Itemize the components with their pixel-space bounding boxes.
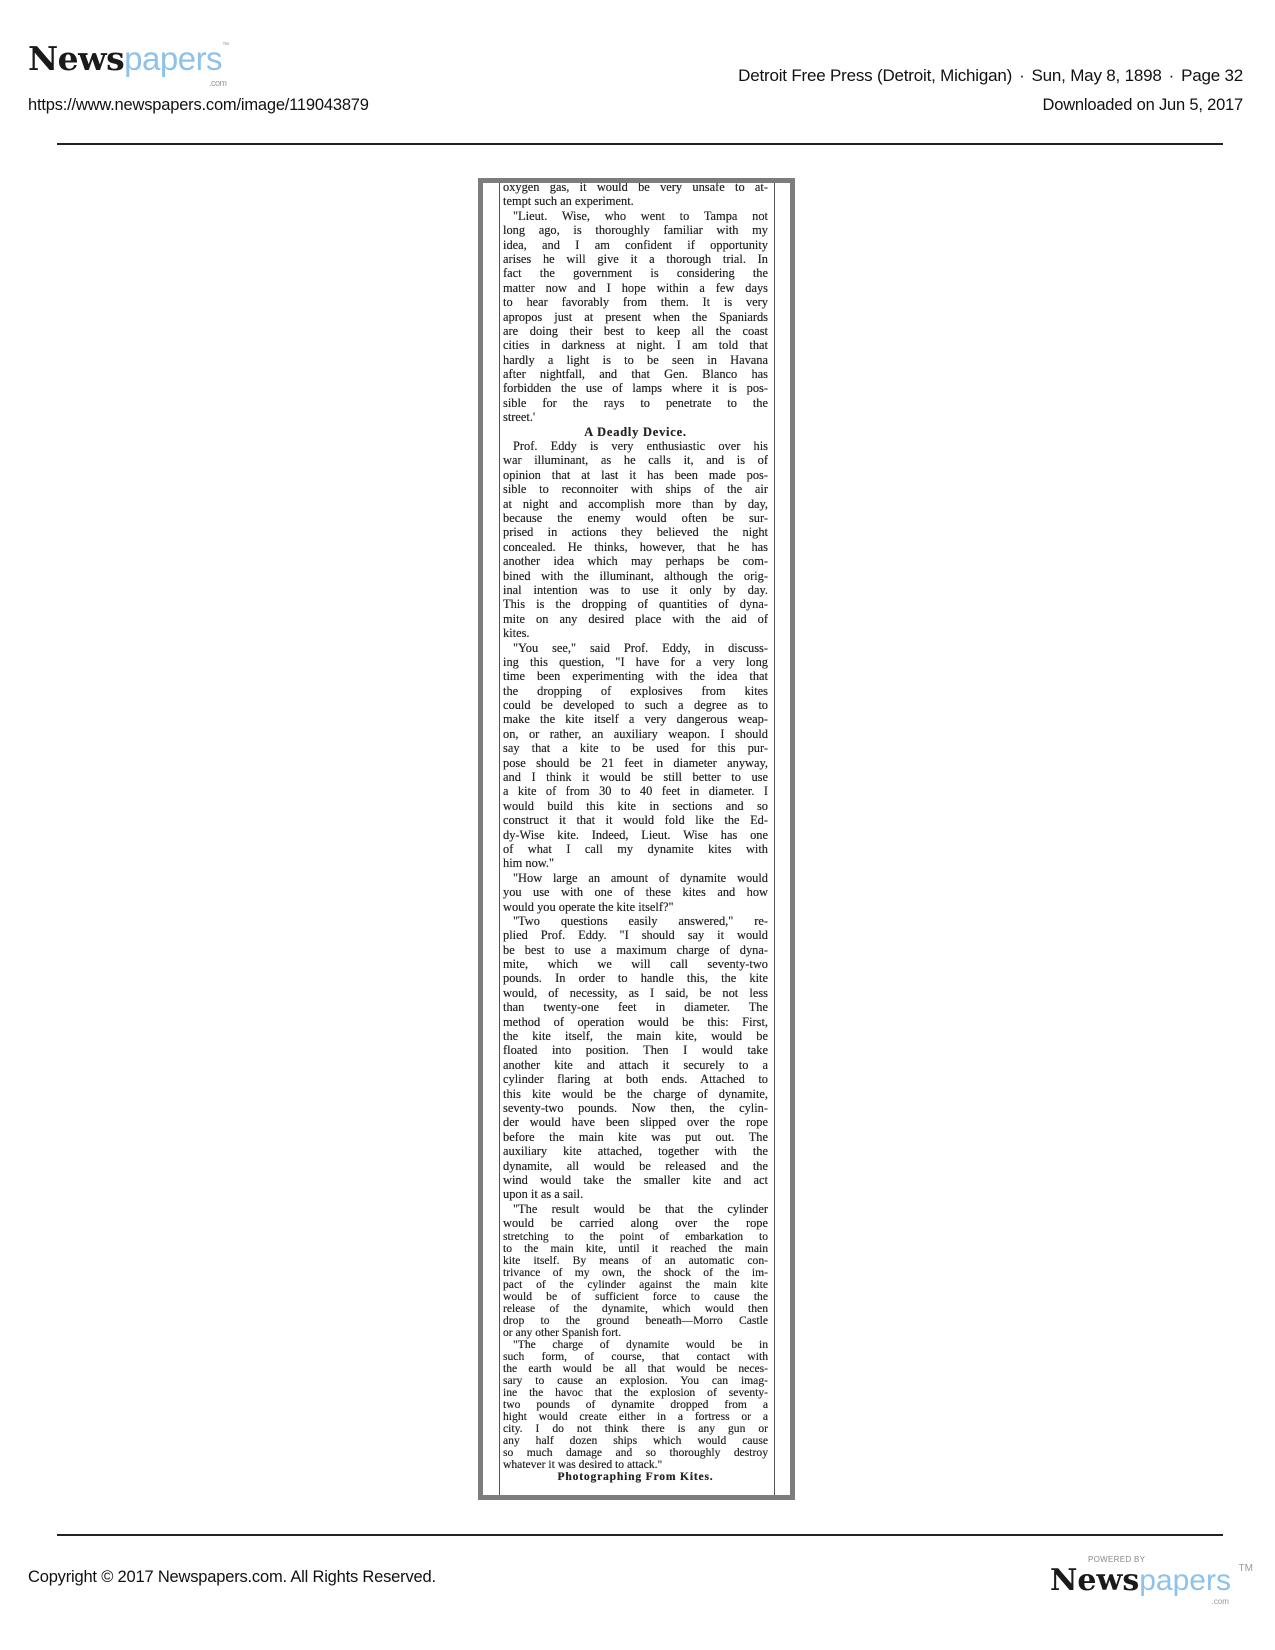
article-line: a kite of from 30 to 40 feet in diameter. I [503, 784, 768, 799]
column-rule-left [499, 183, 500, 1495]
article-line: would be of sufficient force to cause the [503, 1290, 768, 1303]
article-line: would, of necessity, as I said, be not less [503, 985, 768, 1000]
column-rule-right [774, 183, 775, 1495]
article-line: upon it as a sail. [503, 1187, 584, 1202]
article-line: on, or rather, an auxiliary weapon. I should [503, 726, 768, 741]
article-line: hight would create either in a fortress or a [503, 1410, 768, 1423]
article-line: This is the dropping of quantities of dyna- [503, 597, 768, 612]
article-line: of what I call my dynamite kites with [503, 841, 768, 856]
logo-com: .com [209, 78, 227, 88]
article-line: forbidden the use of lamps where it is pos- [503, 381, 768, 396]
article-line: street.' [503, 410, 536, 425]
article-line: you use with one of these kites and how [503, 885, 768, 900]
article-line: cities in darkness at night. I am told that [503, 338, 768, 353]
article-line: opinion that at last it has been made pos- [503, 467, 768, 482]
article-line: would be carried along over the rope [503, 1216, 768, 1231]
article-line: prised in actions they believed the night [503, 525, 768, 540]
logo-tm: TM [1238, 1563, 1253, 1574]
article-line: der would have been slipped over the rope [503, 1115, 768, 1130]
article-line: long ago, is thoroughly familiar with my [503, 223, 768, 238]
article-line: "Lieut. Wise, who went to Tampa not [513, 208, 768, 223]
copyright-text: Copyright © 2017 Newspapers.com. All Rights Reserved. [28, 1568, 436, 1586]
article-line: auxiliary kite attached, together with the [503, 1144, 768, 1159]
article-line: tempt such an experiment. [503, 194, 634, 209]
newspapers-logo[interactable] [28, 39, 229, 88]
article-line: the earth would be all that would be neces- [503, 1362, 768, 1375]
article-line: dy-Wise kite. Indeed, Lieut. Wise has one [503, 827, 768, 842]
article-column [503, 180, 768, 1483]
article-line: than twenty-one feet in diameter. The [503, 1000, 768, 1015]
article-line: idea, and I am confident if opportunity [503, 237, 768, 252]
article-line: stretching to the point of embarkation to [503, 1230, 768, 1243]
article-line: method of operation would be this: First, [503, 1014, 768, 1029]
article-line: this kite would be the charge of dynamite, [503, 1086, 768, 1101]
publication-name: Detroit Free Press (Detroit, Michigan) [738, 66, 1013, 85]
newspaper-clipping [478, 178, 795, 1500]
article-line: because the enemy would often be sur- [503, 510, 768, 525]
article-line: the kite itself, the main kite, would be [503, 1029, 768, 1044]
article-line: pose should be 21 feet in diameter anyway, [503, 755, 768, 770]
article-line: drop to the ground beneath—Morro Castle [503, 1314, 768, 1327]
article-line: seventy-two pounds. Now then, the cylin- [503, 1101, 768, 1115]
article-line: concealed. He thinks, however, that he has [503, 539, 768, 554]
article-line: pact of the cylinder against the main kite [503, 1278, 768, 1291]
article-line: so much damage and so thoroughly destroy [503, 1446, 768, 1459]
section-heading: Photographing From Kites. [557, 1470, 714, 1483]
article-line: another idea which may perhaps be com- [503, 554, 768, 569]
article-line: "The result would be that the cylinder [513, 1201, 768, 1216]
article-line: two pounds of dynamite dropped from a [503, 1398, 768, 1411]
powered-by-newspapers-logo[interactable] [1050, 1555, 1253, 1606]
article-line: plied Prof. Eddy. "I should say it would [503, 928, 768, 943]
article-line: time been experimenting with the idea that [503, 669, 768, 684]
separator: · [1168, 66, 1175, 85]
download-date: Downloaded on Jun 5, 2017 [1042, 96, 1243, 114]
logo-news: News [28, 39, 125, 78]
article-line: mite on any desired place with the aid of [503, 611, 768, 626]
article-line: bined with the illuminant, although the orig- [503, 568, 768, 583]
article-line: before the main kite was put out. The [503, 1129, 768, 1144]
article-line: ine the havoc that the explosion of seventy- [503, 1386, 768, 1399]
publication-info [738, 66, 1243, 86]
article-line: oxygen gas, it would be very unsafe to at- [503, 180, 768, 194]
article-line: after nightfall, and that Gen. Blanco has [503, 367, 768, 382]
article-line: kites. [503, 626, 530, 641]
article-line: to hear favorably from them. It is very [503, 295, 768, 310]
article-line: whatever it was desired to attack." [503, 1458, 663, 1471]
article-line: make the kite itself a very dangerous weap- [503, 712, 768, 727]
logo-papers: papers [1139, 1564, 1231, 1597]
article-line: hardly a light is to be seen in Havana [503, 352, 768, 367]
article-line: "Two questions easily answered," re- [513, 913, 768, 928]
article-line: would you operate the kite itself?" [503, 899, 674, 914]
article-line: at night and accomplish more than by day, [503, 496, 768, 511]
article-line: dynamite, all would be released and the [503, 1158, 768, 1173]
article-line: trivance of my own, the shock of the im- [503, 1266, 768, 1279]
article-line: and I think it would be still better to use [503, 770, 768, 785]
article-line: another kite and attach it securely to a [503, 1057, 768, 1072]
article-line: fact the government is considering the [503, 266, 768, 281]
article-line: cylinder flaring at both ends. Attached to [503, 1072, 768, 1087]
logo-com: .com [1211, 1597, 1229, 1606]
article-line: mite, which we will call seventy-two [503, 957, 768, 972]
article-line: "How large an amount of dynamite would [513, 870, 768, 885]
publication-date: Sun, May 8, 1898 [1031, 66, 1162, 85]
article-line: construct it that it would fold like the Ed- [503, 813, 768, 828]
article-line: Prof. Eddy is very enthusiastic over his [513, 439, 768, 454]
footer-divider [57, 1534, 1223, 1536]
article-line: arises he will give it a thorough trial. In [503, 251, 768, 266]
article-line: wind would take the smaller kite and act [503, 1172, 768, 1187]
article-line: the dropping of explosives from kites [503, 683, 768, 698]
article-line: matter now and I hope within a few days [503, 280, 768, 295]
logo-tm: ™ [222, 42, 229, 49]
article-line: sary to cause an explosion. You can imag- [503, 1374, 768, 1387]
article-line: or any other Spanish fort. [503, 1326, 622, 1339]
article-line: sible to reconnoiter with ships of the air [503, 482, 768, 497]
article-line: floated into position. Then I would take [503, 1043, 768, 1058]
article-line: war illuminant, as he calls it, and is of [503, 453, 768, 468]
article-line: are doing their best to keep all the coast [503, 323, 768, 338]
article-line: kite itself. By means of an automatic con- [503, 1254, 768, 1267]
article-line: say that a kite to be used for this pur- [503, 741, 768, 756]
powered-by-label: POWERED BY [1088, 1555, 1146, 1564]
article-line: pounds. In order to handle this, the kite [503, 971, 768, 986]
article-line: any half dozen ships which would cause [503, 1434, 768, 1447]
article-line: release of the dynamite, which would then [503, 1302, 768, 1315]
article-line: sible for the rays to penetrate to the [503, 395, 768, 410]
section-heading: A Deadly Device. [584, 424, 687, 439]
separator: · [1019, 66, 1025, 85]
article-line: him now." [503, 856, 555, 871]
article-line: such form, of course, that contact with [503, 1350, 768, 1363]
article-line: to the main kite, until it reached the main [503, 1242, 768, 1255]
article-line: apropos just at present when the Spaniards [503, 309, 768, 324]
article-line: inal intention was to use it only by day. [503, 582, 768, 597]
article-line: could be developed to such a degree as to [503, 698, 768, 713]
article-line: "The charge of dynamite would be in [513, 1338, 768, 1351]
article-line: "You see," said Prof. Eddy, in discuss- [513, 640, 768, 655]
image-url[interactable]: https://www.newspapers.com/image/119043879 [28, 96, 369, 114]
article-line: be best to use a maximum charge of dyna- [503, 942, 768, 957]
article-line: ing this question, "I have for a very long [503, 654, 768, 669]
logo-papers: papers [124, 40, 223, 77]
article-line: would build this kite in sections and so [503, 798, 768, 813]
article-line: city. I do not think there is any gun or [503, 1422, 768, 1435]
logo-news: News [1050, 1563, 1140, 1598]
header-divider [57, 143, 1223, 145]
page-number: Page 32 [1181, 66, 1243, 85]
